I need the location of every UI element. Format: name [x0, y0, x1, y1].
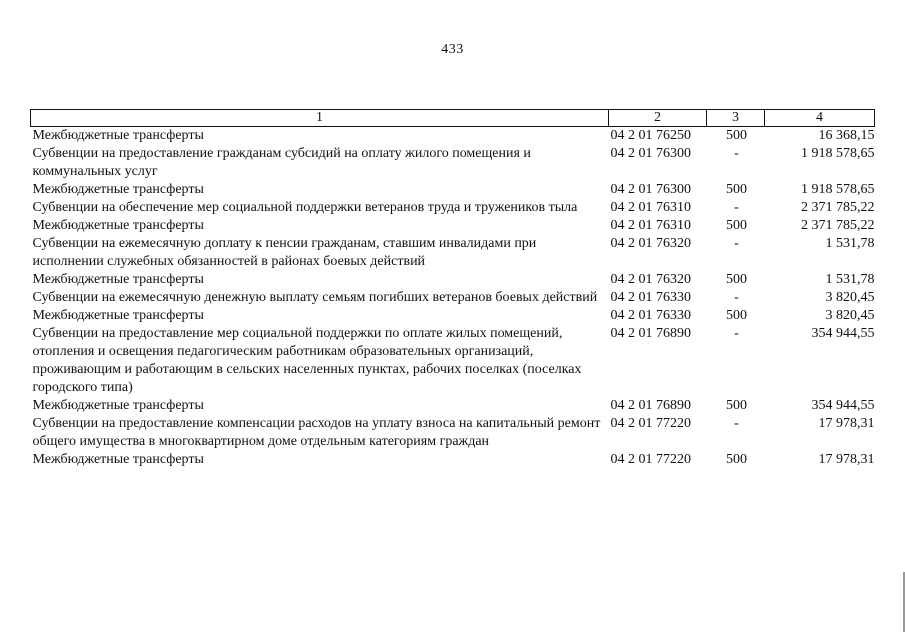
page-number: 433	[441, 42, 464, 57]
row-amount: 354 944,55	[811, 398, 875, 413]
row-type: 500	[726, 308, 747, 323]
table-row	[31, 307, 875, 325]
row-type: 500	[726, 452, 747, 467]
row-code: 04 2 01 76310	[610, 218, 691, 233]
row-amount: 17 978,31	[818, 452, 875, 467]
row-code: 04 2 01 76300	[610, 182, 691, 197]
row-type: 500	[726, 128, 747, 143]
row-name: Субвенции на предоставление мер социальной поддержки по оплате жилых помещений, отопления и освещения педагогическим работникам образовательных организаций, проживающим и работающим в сельских населенных пунктах, рабочих поселках (поселках городского типа)	[32, 326, 582, 395]
row-type: 500	[726, 398, 747, 413]
row-amount: 2 371 785,22	[801, 218, 875, 233]
row-name: Субвенции на предоставление гражданам субсидий на оплату жилого помещения и коммунальных услуг	[32, 146, 531, 179]
row-type: 500	[726, 272, 747, 287]
row-code: 04 2 01 77220	[610, 452, 691, 467]
budget-table	[30, 109, 875, 469]
row-code: 04 2 01 77220	[610, 416, 691, 431]
row-code: 04 2 01 76300	[610, 146, 691, 161]
row-amount: 17 978,31	[818, 416, 875, 431]
row-amount: 3 820,45	[825, 308, 875, 323]
row-name: Межбюджетные трансферты	[32, 182, 204, 197]
row-name: Межбюджетные трансферты	[32, 128, 204, 143]
row-type: -	[734, 236, 739, 251]
table-row	[31, 127, 875, 146]
row-type: -	[734, 146, 739, 161]
table-row	[31, 217, 875, 235]
row-name: Субвенции на обеспечение мер социальной поддержки ветеранов труда и тружеников тыла	[32, 200, 578, 215]
row-code: 04 2 01 76330	[610, 290, 691, 305]
row-name: Межбюджетные трансферты	[32, 452, 204, 467]
row-code: 04 2 01 76320	[610, 236, 691, 251]
table-row	[31, 451, 875, 469]
row-name: Субвенции на ежемесячную денежную выплату семьям погибших ветеранов боевых действий	[32, 290, 598, 305]
row-type: 500	[726, 182, 747, 197]
row-name: Субвенции на ежемесячную доплату к пенсии гражданам, ставшим инвалидами при исполнении служебных обязанностей в районах боевых действий	[32, 236, 537, 269]
row-code: 04 2 01 76890	[610, 326, 691, 341]
row-type: 500	[726, 218, 747, 233]
row-name: Субвенции на предоставление компенсации расходов на уплату взноса на капитальный ремонт общего имущества в многоквартирном доме отдельным категориям граждан	[32, 416, 601, 449]
table-row	[31, 397, 875, 415]
header-row	[31, 110, 875, 127]
row-code: 04 2 01 76320	[610, 272, 691, 287]
table-header	[31, 110, 875, 127]
column-header-3: 3	[707, 110, 765, 127]
row-amount: 1 531,78	[825, 236, 875, 251]
row-type: -	[734, 290, 739, 305]
row-name: Межбюджетные трансферты	[32, 398, 204, 413]
row-amount: 3 820,45	[825, 290, 875, 305]
row-amount: 16 368,15	[818, 128, 875, 143]
column-header-2: 2	[609, 110, 707, 127]
table-row	[31, 271, 875, 289]
row-type: -	[734, 200, 739, 215]
row-code: 04 2 01 76250	[610, 128, 691, 143]
row-amount: 2 371 785,22	[801, 200, 875, 215]
table-row	[31, 289, 875, 307]
table-row	[31, 181, 875, 199]
row-type: -	[734, 416, 739, 431]
row-amount: 354 944,55	[811, 326, 875, 341]
table-row	[31, 199, 875, 217]
table-row	[31, 145, 875, 181]
row-code: 04 2 01 76310	[610, 200, 691, 215]
row-type: -	[734, 326, 739, 341]
table-body	[31, 127, 875, 470]
table-row	[31, 235, 875, 271]
column-header-1: 1	[31, 110, 609, 127]
table-row	[31, 325, 875, 397]
row-amount: 1 918 578,65	[801, 182, 875, 197]
row-name: Межбюджетные трансферты	[32, 218, 204, 233]
row-name: Межбюджетные трансферты	[32, 308, 204, 323]
column-header-4: 4	[765, 110, 875, 127]
row-amount: 1 918 578,65	[801, 146, 875, 161]
row-name: Межбюджетные трансферты	[32, 272, 204, 287]
row-amount: 1 531,78	[825, 272, 875, 287]
table-row	[31, 415, 875, 451]
row-code: 04 2 01 76330	[610, 308, 691, 323]
row-code: 04 2 01 76890	[610, 398, 691, 413]
